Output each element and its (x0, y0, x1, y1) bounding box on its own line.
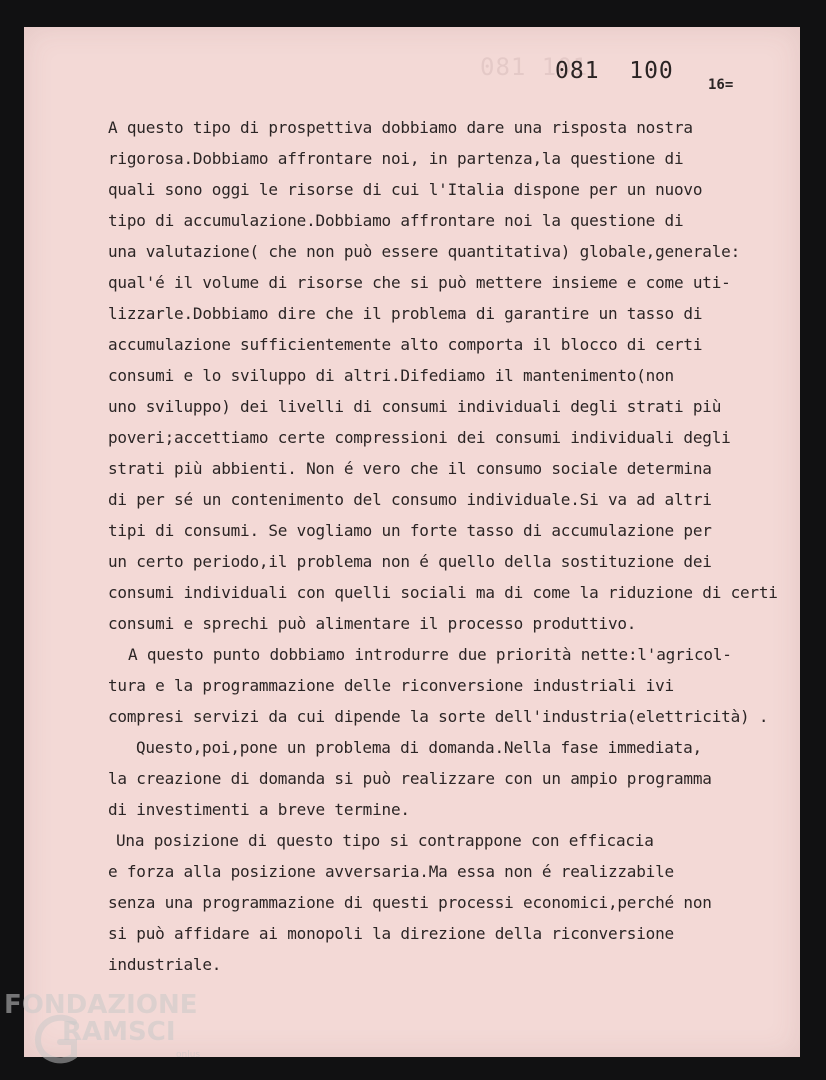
text-line: lizzarle.Dobbiamo dire che il problema di garantire un tasso di (108, 304, 703, 323)
text-line: consumi e sprechi può alimentare il processo produttivo. (108, 614, 637, 633)
text-line: di investimenti a breve termine. (108, 800, 410, 819)
text-line: senza una programmazione di questi processi economici,perché non (108, 893, 712, 912)
text-line: tura e la programmazione delle riconversione industriali ivi (108, 676, 674, 695)
text-line: consumi individuali con quelli sociali ma di come la riduzione di certi (108, 583, 778, 602)
text-line: qual'é il volume di risorse che si può mettere insieme e come uti- (108, 273, 731, 292)
text-line: e forza alla posizione avversaria.Ma essa non é realizzabile (108, 862, 674, 881)
text-line: tipo di accumulazione.Dobbiamo affrontare noi la questione di (108, 211, 684, 230)
text-line: compresi servizi da cui dipende la sorte dell'industria(elettricità) . (108, 707, 769, 726)
text-line: un certo periodo,il problema non é quello della sostituzione dei (108, 552, 712, 571)
fondazione-gramsci-watermark (4, 990, 224, 1070)
text-line: si può affidare ai monopoli la direzione della riconversione (108, 924, 674, 943)
text-line: una valutazione( che non può essere quantitativa) globale,generale: (108, 242, 740, 261)
text-line: industriale. (108, 955, 222, 974)
watermark-suffix: onlus (176, 1050, 201, 1060)
text-line: Questo,poi,pone un problema di domanda.Nella fase immediata, (136, 738, 702, 757)
text-line: uno sviluppo) dei livelli di consumi individuali degli strati più (108, 397, 722, 416)
text-line: Una posizione di questo tipo si contrappone con efficacia (116, 831, 654, 850)
typewritten-body (108, 112, 778, 980)
text-line: tipi di consumi. Se vogliamo un forte tasso di accumulazione per (108, 521, 712, 540)
text-line: A questo tipo di prospettiva dobbiamo dare una risposta nostra (108, 118, 693, 137)
bleed-through-text: 081 101 (480, 53, 589, 81)
text-line: consumi e lo sviluppo di altri.Difediamo il mantenimento(non (108, 366, 674, 385)
text-line: rigorosa.Dobbiamo affrontare noi, in partenza,la questione di (108, 149, 684, 168)
text-line: poveri;accettiamo certe compressioni dei consumi individuali degli (108, 428, 731, 447)
text-line: quali sono oggi le risorse di cui l'Italia dispone per un nuovo (108, 180, 703, 199)
watermark-line1: FONDAZIONE (4, 990, 198, 1020)
text-line: strati più abbienti. Non é vero che il consumo sociale determina (108, 459, 712, 478)
text-line: accumulazione sufficientemente alto comporta il blocco di certi (108, 335, 703, 354)
text-line: A questo punto dobbiamo introdurre due priorità nette:l'agricol- (128, 645, 732, 664)
watermark-line2: RAMSCI (62, 1017, 176, 1047)
text-line: la creazione di domanda si può realizzare con un ampio programma (108, 769, 712, 788)
text-line: di per sé un contenimento del consumo individuale.Si va ad altri (108, 490, 712, 509)
page-number: 16= (708, 77, 734, 93)
document-number: 081 100 (555, 58, 674, 84)
